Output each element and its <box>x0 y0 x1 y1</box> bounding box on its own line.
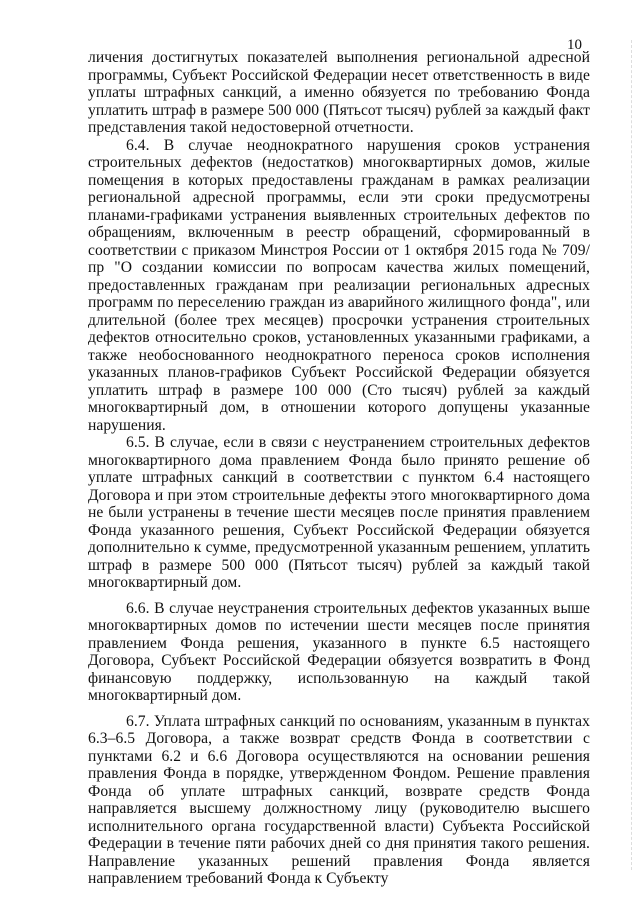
page-number: 10 <box>567 37 582 53</box>
paragraph-continuation: личения достигнутых показателей выполнения региональной адресной программы, Субъект Российской Федерации несет ответственность в виде уплаты штрафных санкций, а именно обязуется по требованию Фонда уплатить штраф в размере 500 000 (Пятьсот тысяч) рублей за каждый факт представления такой недостоверной отчетности. <box>88 49 590 136</box>
paragraph-6-4: 6.4. В случае неоднократного нарушения сроков устранения строительных дефектов (недостатков) многоквартирных домов, жилые помещения в которых предоставлены гражданам в рамках реализации региональной адресной программы, если эти сроки предусмотрены планами-графиками устранения выявленных строительных дефектов по обращениям, включенным в реестр обращений, сформированный в соответствии с приказом Минстроя России от 1 октября 2015 года № 709/пр "О создании комиссии по вопросам качества жилых помещений, предоставленных гражданам при реализации региональных адресных программ по переселению граждан из аварийного жилищного фонда", или длительной (более трех месяцев) просрочки устранения строительных дефектов относительно сроков, установленных указанными графиками, а также необоснованного неоднократного переноса сроков исполнения указанных планов-графиков Субъект Российской Федерации обязуется уплатить штраф в размере 100 000 (Сто тысяч) рублей за каждый многоквартирный дом, в отношении которого допущены указанные нарушения. <box>88 136 590 434</box>
document-body <box>88 49 590 888</box>
paragraph-6-5: 6.5. В случае, если в связи с неустранением строительных дефектов многоквартирного дома правлением Фонда было принято решение об уплате штрафных санкций в соответствии с пунктом 6.4 настоящего Договора и при этом строительные дефекты этого многоквартирного дома не были устранены в течение шести месяцев после принятия правлением Фонда указанного решения, Субъект Российской Федерации обязуется дополнительно к сумме, предусмотренной указанным решением, уплатить штраф в размере 500 000 (Пятьсот тысяч) рублей за каждый такой многоквартирный дом. <box>88 434 590 591</box>
paragraph-6-6: 6.6. В случае неустранения строительных дефектов указанных выше многоквартирных домов по истечении шести месяцев после принятия правлением Фонда решения, указанного в пункте 6.5 настоящего Договора, Субъект Российской Федерации обязуется возвратить в Фонд финансовую поддержку, использованную на каждый такой многоквартирный дом. <box>88 599 590 704</box>
paragraph-6-7: 6.7. Уплата штрафных санкций по основаниям, указанным в пунктах 6.3–6.5 Договора, а также возврат средств Фонда в соответствии с пунктами 6.2 и 6.6 Договора осуществляются на основании решения правления Фонда в порядке, утвержденном Фондом. Решение правления Фонда об уплате штрафных санкций, возврате средств Фонда направляется высшему должностному лицу (руководителю высшего исполнительного органа государственной власти) Субъекта Российской Федерации в течение пяти рабочих дней со дня принятия такого решения. Направление указанных решений правления Фонда является направлением требований Фонда к Субъекту <box>88 712 590 887</box>
scan-edge-artifact <box>630 40 632 870</box>
